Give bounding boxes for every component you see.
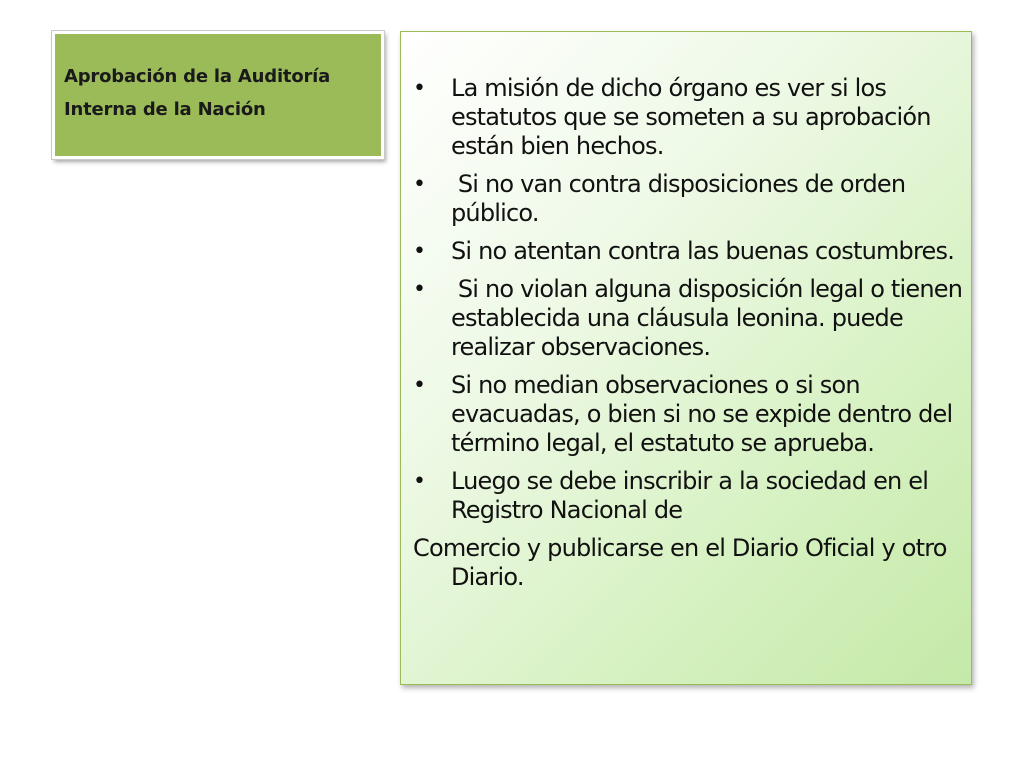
bullet-item — [413, 275, 969, 362]
bullet-text: Si no median observaciones o si son evacuadas, o bien si no se expide dentro del término legal, el estatuto se aprueba. — [451, 371, 953, 457]
bullet-item — [413, 237, 965, 266]
bullet-text: Luego se debe inscribir a la sociedad en el Registro Nacional de — [451, 467, 929, 524]
bullet-dot-icon: • — [413, 469, 426, 494]
title-box — [52, 31, 384, 159]
bullet-dot-icon: • — [413, 172, 426, 197]
bullet-list — [413, 74, 969, 525]
bullet-item — [413, 371, 965, 458]
bullet-dot-icon: • — [413, 239, 426, 264]
bullet-dot-icon: • — [413, 277, 426, 302]
bullet-item — [413, 467, 965, 525]
bullet-item — [413, 74, 965, 161]
continuation-paragraph: Comercio y publicarse en el Diario Oficial y otro Diario. — [413, 534, 947, 591]
bullet-text: La misión de dicho órgano es ver si los estatutos que se someten a su aprobación están bien hechos. — [451, 74, 931, 160]
bullet-text: Si no atentan contra las buenas costumbres. — [451, 237, 955, 265]
bullet-text: Si no violan alguna disposición legal o tienen establecida una cláusula leonina. puede realizar observaciones. — [451, 275, 969, 361]
slide-title: Aprobación de la Auditoría Interna de la Nación — [64, 66, 331, 120]
bullet-text: Si no van contra disposiciones de orden público. — [451, 170, 913, 227]
bullet-dot-icon: • — [413, 76, 426, 101]
bullet-item — [413, 170, 965, 228]
content-box — [400, 31, 972, 685]
bullet-dot-icon: • — [413, 373, 426, 398]
